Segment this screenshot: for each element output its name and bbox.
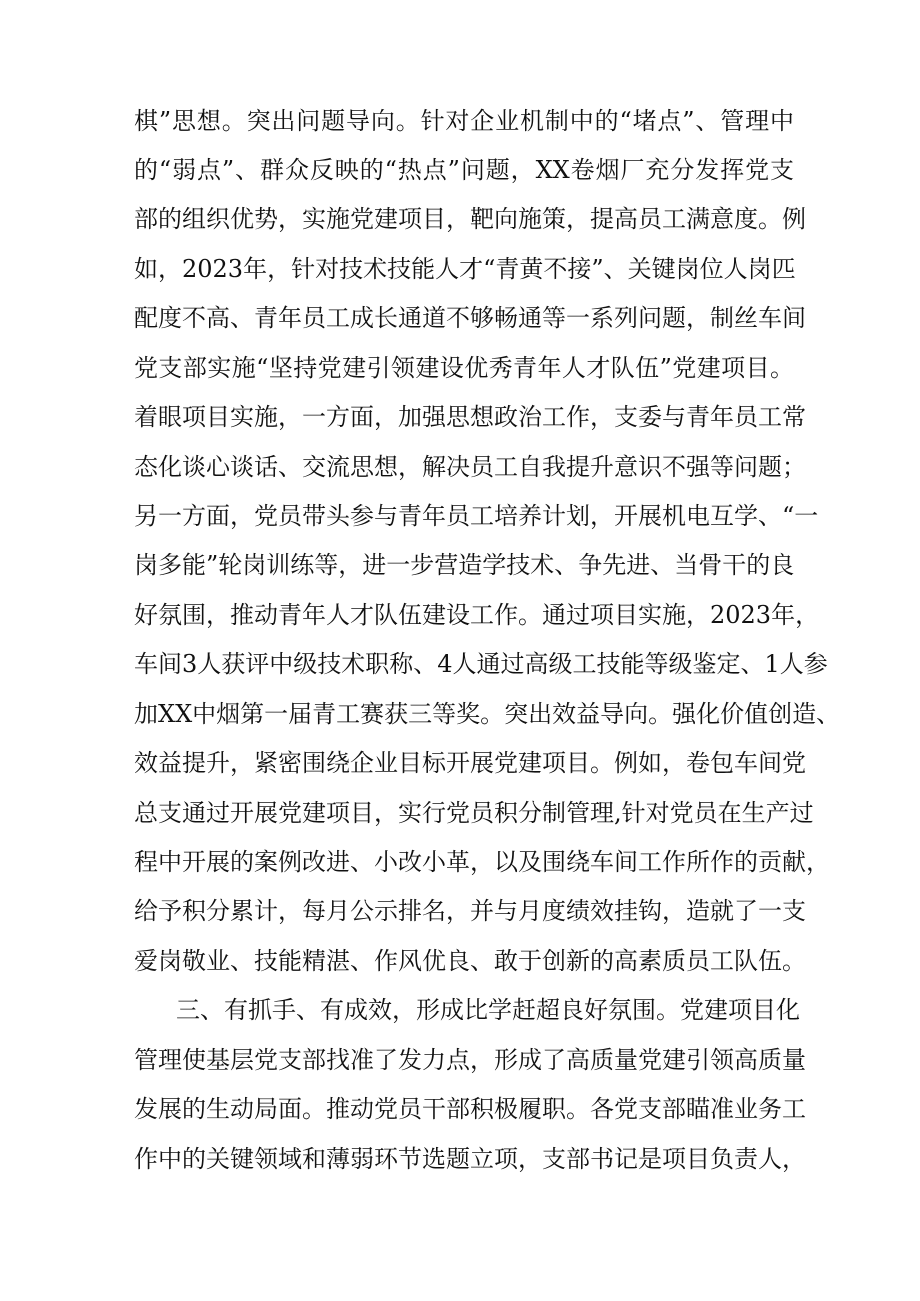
text-line: 好氛围，推动青年人才队伍建设工作。通过项目实施，2023年， [134,601,820,629]
text-line: 车间3人获评中级技术职称、4人通过高级工技能等级鉴定、1人参 [134,650,828,678]
text-line: 配度不高、青年员工成长通道不够畅通等一系列问题，制丝车间 [134,304,806,332]
text-line: 部的组织优势，实施党建项目，靶向施策，提高员工满意度。例 [134,205,806,233]
text-line: 给予积分累计，每月公示排名，并与月度绩效挂钩，造就了一支 [134,897,806,925]
text-line: 程中开展的案例改进、小改小革，以及围绕车间工作所作的贡献， [134,848,830,876]
text-line: 着眼项目实施，一方面，加强思想政治工作，支委与青年员工常 [134,403,806,431]
text-line: 如，2023年，针对技术技能人才“青黄不接”、关键岗位人岗匹 [134,255,796,283]
text-line: 态化谈心谈话、交流思想，解决员工自我提升意识不强等问题； [134,453,806,481]
text-line: 另一方面，党员带头参与青年员工培养计划，开展机电互学、“一 [134,502,819,530]
text-line: 三、有抓手、有成效，形成比学赶超良好氛围。党建项目化 [176,996,800,1024]
text-line: 的“弱点”、群众反映的“热点”问题，XX卷烟厂充分发挥党支 [134,156,794,184]
text-line: 效益提升，紧密围绕企业目标开展党建项目。例如，卷包车间党 [134,749,806,777]
text-line: 作中的关键领域和薄弱环节选题立项，支部书记是项目负责人， [134,1145,806,1173]
text-line: 加XX中烟第一届青工赛获三等奖。突出效益导向。强化价值创造、 [134,700,841,728]
text-line: 发展的生动局面。推动党员干部积极履职。各党支部瞄准业务工 [134,1095,806,1123]
text-line: 棋”思想。突出问题导向。针对企业机制中的“堵点”、管理中 [134,107,794,135]
text-line: 岗多能”轮岗训练等，进一步营造学技术、争先进、当骨干的良 [134,551,795,579]
text-line: 党支部实施“坚持党建引领建设优秀青年人才队伍”党建项目。 [134,354,794,382]
text-line: 管理使基层党支部找准了发力点，形成了高质量党建引领高质量 [134,1046,806,1074]
text-line: 总支通过开展党建项目，实行党员积分制管理,针对党员在生产过 [134,799,814,827]
text-line: 爱岗敬业、技能精湛、作风优良、敢于创新的高素质员工队伍。 [134,947,806,975]
